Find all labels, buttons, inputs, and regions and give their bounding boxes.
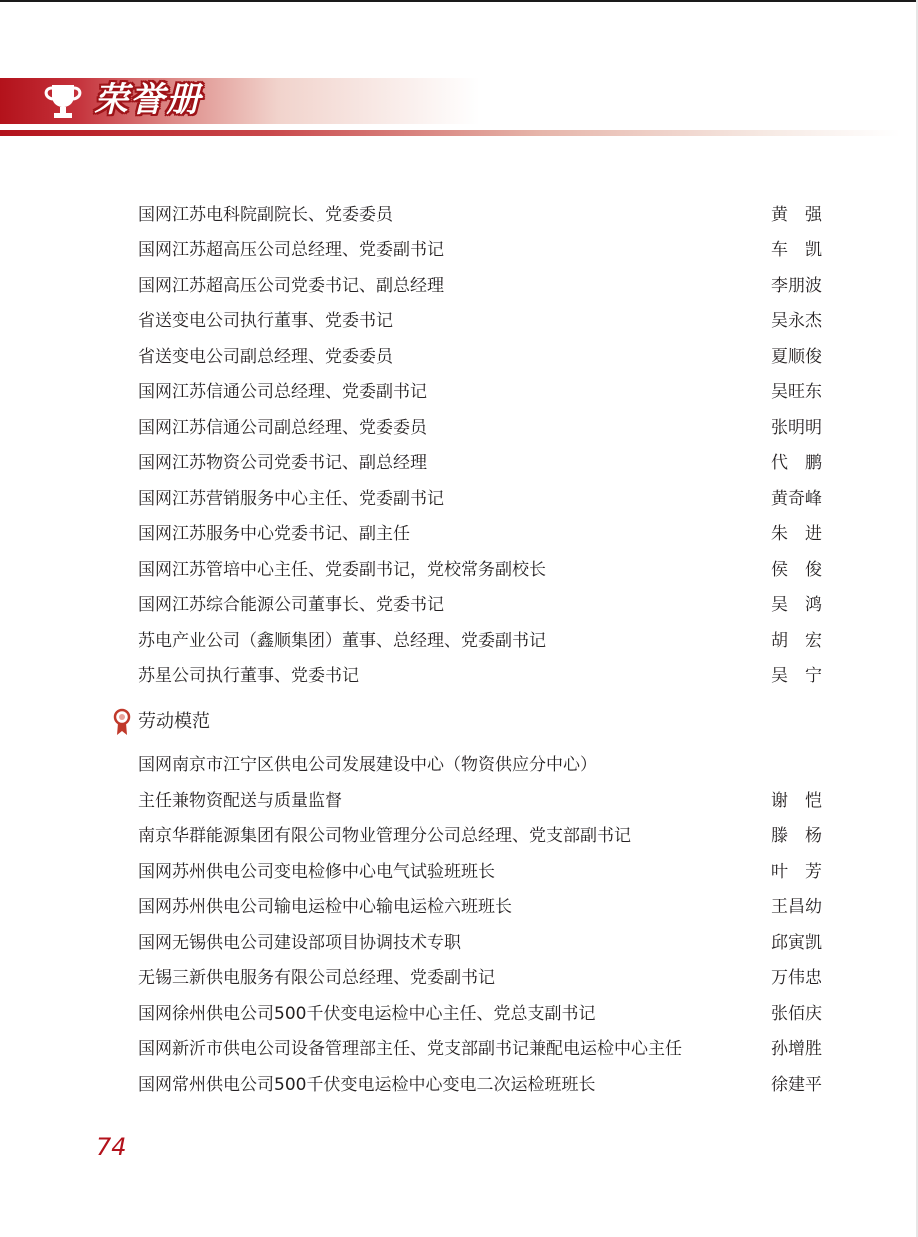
person-name: 车 凯 xyxy=(771,240,822,260)
organization-position: 南京华群能源集团有限公司物业管理分公司总经理、党支部副书记 xyxy=(138,826,631,846)
list-item xyxy=(138,519,822,549)
person-name: 叶 芳 xyxy=(771,862,822,882)
list-item xyxy=(138,750,822,780)
list-item xyxy=(138,661,822,691)
organization-position: 主任兼物资配送与质量监督 xyxy=(138,791,342,811)
organization-position: 国网江苏信通公司总经理、党委副书记 xyxy=(138,382,427,402)
person-name: 张明明 xyxy=(771,418,822,438)
organization-position: 无锡三新供电服务有限公司总经理、党委副书记 xyxy=(138,968,495,988)
person-name: 徐建平 xyxy=(771,1075,822,1095)
person-name: 吴旺东 xyxy=(771,382,822,402)
list-item xyxy=(138,1070,822,1100)
list-item xyxy=(138,963,822,993)
person-name: 代 鹏 xyxy=(771,453,822,473)
section-title: 劳动模范 xyxy=(138,711,210,732)
list-item xyxy=(138,892,822,922)
list-item xyxy=(138,626,822,656)
person-name: 万伟忠 xyxy=(771,968,822,988)
organization-position: 国网江苏物资公司党委书记、副总经理 xyxy=(138,453,427,473)
person-name: 谢 恺 xyxy=(771,791,822,811)
organization-position: 国网江苏管培中心主任、党委副书记，党校常务副校长 xyxy=(138,560,546,580)
organization-position: 国网江苏服务中心党委书记、副主任 xyxy=(138,524,410,544)
organization-position: 国网常州供电公司500千伏变电运检中心变电二次运检班班长 xyxy=(138,1075,596,1095)
organization-position: 国网江苏信通公司副总经理、党委委员 xyxy=(138,418,427,438)
list-item xyxy=(138,786,822,816)
trophy-icon xyxy=(42,82,84,122)
list-item xyxy=(138,448,822,478)
organization-position: 省送变电公司执行董事、党委书记 xyxy=(138,311,393,331)
organization-position: 国网苏州供电公司变电检修中心电气试验班班长 xyxy=(138,862,495,882)
person-name: 黄 强 xyxy=(771,205,822,225)
person-name: 侯 俊 xyxy=(771,560,822,580)
organization-position: 苏星公司执行董事、党委书记 xyxy=(138,666,359,686)
header-rule xyxy=(0,130,900,136)
list-item xyxy=(138,555,822,585)
list-item xyxy=(138,271,822,301)
list-item xyxy=(138,999,822,1029)
organization-position: 国网无锡供电公司建设部项目协调技术专职 xyxy=(138,933,461,953)
page-number: 74 xyxy=(96,1133,127,1161)
organization-position: 国网徐州供电公司500千伏变电运检中心主任、党总支副书记 xyxy=(138,1004,596,1024)
list-item xyxy=(138,928,822,958)
person-name: 黄奇峰 xyxy=(771,489,822,509)
person-name: 夏顺俊 xyxy=(771,347,822,367)
list-item xyxy=(138,235,822,265)
person-name: 李朋波 xyxy=(771,276,822,296)
person-name: 邱寅凯 xyxy=(771,933,822,953)
list-item xyxy=(138,590,822,620)
list-item xyxy=(138,342,822,372)
person-name: 王昌幼 xyxy=(771,897,822,917)
organization-position: 苏电产业公司（鑫顺集团）董事、总经理、党委副书记 xyxy=(138,631,546,651)
person-name: 朱 进 xyxy=(771,524,822,544)
list-item xyxy=(138,377,822,407)
list-item xyxy=(138,857,822,887)
list-item xyxy=(138,821,822,851)
organization-position: 国网江苏超高压公司总经理、党委副书记 xyxy=(138,240,444,260)
person-name: 滕 杨 xyxy=(771,826,822,846)
medal-icon xyxy=(112,708,132,736)
person-name: 吴 宁 xyxy=(771,666,822,686)
organization-position: 国网江苏营销服务中心主任、党委副书记 xyxy=(138,489,444,509)
organization-position: 国网苏州供电公司输电运检中心输电运检六班班长 xyxy=(138,897,512,917)
person-name: 胡 宏 xyxy=(771,631,822,651)
organization-position: 国网江苏超高压公司党委书记、副总经理 xyxy=(138,276,444,296)
organization-position: 国网江苏综合能源公司董事长、党委书记 xyxy=(138,595,444,615)
top-border xyxy=(0,0,918,2)
person-name: 吴 鸿 xyxy=(771,595,822,615)
list-item xyxy=(138,1034,822,1064)
person-name: 张佰庆 xyxy=(771,1004,822,1024)
organization-position: 省送变电公司副总经理、党委委员 xyxy=(138,347,393,367)
list-item xyxy=(138,484,822,514)
organization-position: 国网南京市江宁区供电公司发展建设中心（物资供应分中心） xyxy=(138,755,597,775)
header-title: 荣誉册 xyxy=(94,80,202,120)
organization-position: 国网新沂市供电公司设备管理部主任、党支部副书记兼配电运检中心主任 xyxy=(138,1039,682,1059)
list-item xyxy=(138,413,822,443)
organization-position: 国网江苏电科院副院长、党委委员 xyxy=(138,205,393,225)
person-name: 孙增胜 xyxy=(771,1039,822,1059)
list-item xyxy=(138,306,822,336)
list-item xyxy=(138,200,822,230)
person-name: 吴永杰 xyxy=(771,311,822,331)
